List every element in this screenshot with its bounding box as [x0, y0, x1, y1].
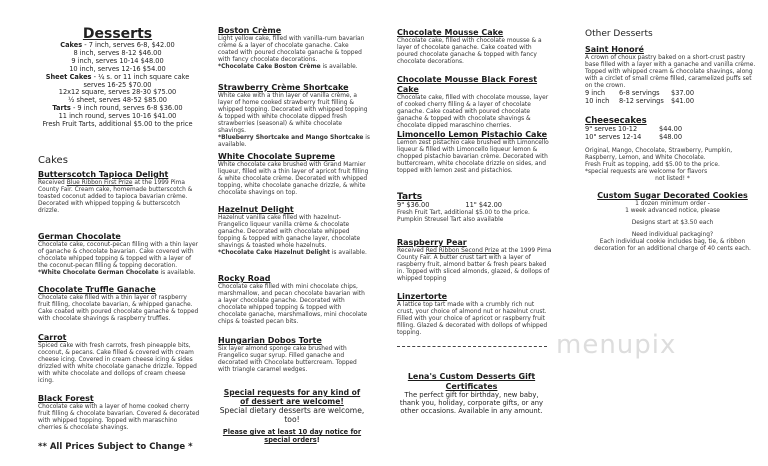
desc-text: Chocolate cake, filled with chocolate mousse & a layer of chocolate ganache. Cake coated with poured chocolate ganache & topped with fancy chocolate decorations.: [397, 38, 542, 65]
size-row: [585, 134, 760, 142]
menu-item: [397, 28, 552, 66]
award: Blue Ribbon First Prize: [66, 180, 133, 186]
cookies-l4: Need individual packaging?: [631, 231, 714, 238]
item-note: [218, 135, 370, 149]
price-line: 9 inch, serves 10-14 $48.00: [71, 56, 164, 65]
cookies-l3: Designs start at $3.50 each: [631, 219, 714, 226]
tarts-line1: Fresh Fruit Tart, additional $5.00 to the price.: [397, 209, 530, 216]
cheesecake-special: *special requests are welcome for flavors: [585, 168, 708, 175]
desc-text: at the 1999 Pima County Fair. Cream cake, homemade butterscotch & toasted coconut added to tapioca bavarian crème. Decorated with whipped topping & butterscotch drizzle.: [38, 180, 193, 214]
item-name: Chocolate Truffle Ganache: [38, 285, 156, 294]
note-bold: *Chocolate Cake Boston Crème: [218, 64, 321, 70]
desc-text: Chocolate cake filled with a thin layer of raspberry fruit filling, chocolate bavarian, & whipped ganache. Cake coated with poured chocolate ganache & topped with chocolate shavings & raspberry truffles.: [38, 295, 199, 322]
note-bold: *White Chocolate German Chocolate: [38, 270, 159, 276]
menu-item: [38, 170, 200, 215]
cheesecakes-name: Cheesecakes: [585, 115, 647, 126]
menu-item: [397, 292, 552, 337]
item-name: Raspberry Pear: [397, 238, 467, 247]
cheesecake-special2: not listed! *: [655, 175, 690, 182]
desc-text: Light yellow cake, filled with vanilla-rum bavarian crème & a layer of chocolate ganache. Cake coated with poured chocolate ganache & topped with fancy chocolate decorations.: [218, 36, 365, 63]
desc-text: A lattice top tart made with a crumbly rich nut crust, your choice of almond nut or hazelnut crust. Filled with your choice of apricot or raspberry fruit filling. Glazed & decorated with dollops of whipped topping.: [397, 302, 548, 336]
menu-item: [218, 274, 370, 326]
menu-item: [218, 205, 370, 257]
menu-item: [38, 394, 200, 432]
item-desc: [38, 295, 200, 323]
saint-honore-desc: A crown of choux pastry baked on a short-crust pastry base filled with a layer with a ganache and vanilla crème. Topped with whipped cream & chocolate shavings, along with a circlet of small crème filled, caramelized puffs set on the crown.: [585, 55, 756, 89]
watermark: menupix: [556, 330, 677, 360]
note-bold: *Chocolate Cake Hazelnut Delight: [218, 250, 330, 256]
cheesecake-flavors: Original, Mango, Chocolate, Strawberry, Pumpkin, Raspberry, Lemon, and White Chocolate.: [585, 147, 733, 161]
size-cell: 9 inch: [585, 89, 606, 97]
item-desc: [397, 302, 552, 337]
item-desc: [218, 215, 370, 250]
special-line1: Special requests for any kind of: [223, 388, 361, 397]
price-line: serves 16-25 $70.00: [83, 80, 152, 89]
item-desc: [38, 343, 200, 385]
tart-price-11: 11" $42.00: [465, 201, 502, 209]
menu-item: [218, 336, 370, 374]
special-line2: of dessert are welcome!: [240, 397, 344, 406]
desc-text: Six layer almond sponge cake brushed with Frangelico sugar syrup. Filled ganache and decorated with Chocolate buttercream. Topped with triangle caramel wedges.: [218, 346, 357, 373]
cheesecake-fruit: Fresh Fruit as topping, add $5.00 to the price.: [585, 161, 720, 168]
item-note: [218, 64, 370, 71]
size-cell: 10 inch: [585, 96, 610, 105]
item-name: Chocolate Mousse Black Forest Cake: [397, 75, 538, 94]
item-desc: [397, 140, 552, 175]
desc-pre: Received: [397, 248, 426, 254]
item-name: Boston Crème: [218, 26, 282, 35]
item-desc: [397, 248, 552, 283]
item-desc: [218, 162, 370, 197]
note-bold: *Blueberry Shortcake and Mango Shortcake: [218, 135, 364, 141]
desc-text: Spiced cake with fresh carrots, fresh pineapple bits, coconut, & pecans. Cake filled & covered with cream cheese icing. Covered in cream cheese icing & sides drizzled with white chocolate ganache drizzle. Topped with white chocolate and dollops of cream cheese icing.: [38, 343, 197, 384]
tarts-heading: Tarts: [397, 192, 423, 202]
size-cell: 6-8 servings: [619, 89, 660, 97]
desc-pre: Received: [38, 180, 67, 186]
note-rest: is available.: [218, 135, 370, 148]
menu-item: [397, 75, 552, 130]
item-desc: [38, 180, 200, 215]
tarts-section: [397, 192, 557, 224]
item-name: Rocky Road: [218, 274, 271, 283]
item-desc: [397, 95, 552, 130]
item-desc: [397, 38, 552, 66]
tarts-line2: Pumpkin Streusel Tart also available: [397, 216, 504, 223]
menu-item: [397, 130, 552, 175]
cookies-l5: Each individual cookie includes bag, tie, & ribbon decoration for an additional charge of 40 cents each.: [594, 238, 751, 252]
menu-item: [38, 333, 200, 385]
item-name: Strawberry Crème Shortcake: [218, 83, 349, 92]
saint-honore-sizes: [585, 90, 760, 106]
price-line: Sheet Cakes - ¼ s. or 11 inch square cake: [45, 72, 190, 81]
gift-certificates: [394, 372, 549, 416]
notice-line1: Please give at least 10 day notice for: [222, 428, 362, 436]
item-desc: [218, 36, 370, 64]
size-cell: 9" serves 10-12: [585, 124, 638, 133]
menu-item: [218, 83, 370, 149]
item-note: [38, 270, 200, 277]
item-desc: [218, 284, 370, 326]
notice-end: !: [316, 435, 320, 444]
item-desc: [38, 404, 200, 432]
saint-honore-name: Saint Honoré: [585, 45, 644, 54]
tart-price-9: 9" $36.00: [397, 201, 430, 209]
divider: [397, 346, 547, 347]
desc-text: Lemon zest pistachio cake brushed with Limoncello liqueur & filled with Limoncello liqueur lemon & chopped pistachio bavarian crème. Decorated with buttercream, white chocolate drizzle on sides, and topped with lemon zest and pistachios.: [397, 140, 549, 174]
size-cell: 8-12 servings: [619, 96, 664, 105]
price-line: 12x12 square, serves 28-30 $75.00: [58, 88, 177, 97]
item-name: Linzertorte: [397, 292, 448, 301]
note-rest: is available.: [329, 250, 367, 256]
gift-title2: Certificates: [445, 382, 498, 391]
menu-item: [218, 152, 370, 197]
price-line: 10 inch, serves 12-16 $54.00: [69, 64, 166, 73]
special-requests: [212, 388, 372, 445]
price-line: 11 inch round, serves 10-16 $41.00: [58, 112, 177, 121]
size-cell: 10" serves 12-14: [585, 132, 642, 141]
price-line: ½ sheet, serves 48-52 $85.00: [67, 96, 167, 105]
menu-item: [397, 238, 552, 283]
size-cell: $41.00: [671, 96, 695, 105]
menu-item: [38, 232, 200, 277]
item-name: German Chocolate: [38, 232, 121, 241]
item-name: Chocolate Mousse Cake: [397, 28, 504, 37]
item-desc: [218, 93, 370, 135]
desc-text: Chocolate cake filled with mini chocolate chips, marshmallow, and pecan chocolate bavarian with a layer chocolate ganache. Decorated with chocolate whipped topping & topped with chocolate ganache, marshmallows, mini chocolate chips & toasted pecan bits.: [218, 284, 368, 325]
cookies-l2: 1 week advanced notice, please: [625, 207, 720, 214]
notice-line2: special orders: [264, 435, 317, 444]
size-cell: $37.00: [671, 89, 695, 97]
special-line3: Special dietary desserts are welcome, too!: [219, 406, 365, 424]
gift-text: The perfect gift for birthday, new baby, thank you, holiday, corporate gifts, or any other occasions. Available in any amount.: [399, 391, 544, 415]
desc-text: Chocolate cake with a layer of home cooked cherry fruit filling & chocolate bavarian. Covered & decorated with whipped topping. Topped with maraschino cherries & chocolate shavings.: [38, 404, 200, 431]
item-desc: [38, 242, 200, 270]
cookies-name: Custom Sugar Decorated Cookies: [597, 190, 748, 200]
cakes-heading: Cakes: [38, 155, 68, 166]
note-rest: is available.: [320, 64, 358, 70]
page-title: Desserts: [82, 26, 153, 42]
cookies-l1: 1 dozen minimum order -: [635, 200, 710, 207]
desc-text: Hazelnut vanilla cake filled with hazelnut-Frangelico liqueur vanilla crème & chocolate ganache. Decorated with chocolate whipped topping & topped with ganache layer, chocolate shavings & toasted whole hazelnuts.: [218, 215, 361, 249]
item-name: Hungarian Dobos Torte: [218, 336, 322, 345]
award: Red Ribbon Second Prize: [425, 248, 499, 254]
item-note: [218, 250, 370, 257]
size-row: [585, 98, 760, 106]
item-name: Black Forest: [38, 394, 94, 403]
other-desserts: [585, 28, 760, 253]
price-line: Cakes - 7 inch, serves 6-8, $42.00: [60, 41, 175, 49]
menu-item: [38, 285, 200, 323]
item-name: Butterscotch Tapioca Delight: [38, 170, 169, 179]
desc-text: Chocolate cake, filled with chocolate mousse, layer of cooked cherry filling & a layer of chocolate ganache. Cake coated with poured chocolate ganache & topped with chocolate shavings & chocolate dipped maraschino cherries.: [397, 95, 549, 129]
desc-text: White chocolate cake brushed with Grand Marnier liqueur, filled with a thin layer of apricot fruit filling & white chocolate crème. Decorated with whipped topping, white chocolate ganache drizzle, & white chocolate shavings on top.: [218, 162, 369, 196]
other-heading: Other Desserts: [585, 29, 653, 39]
note-rest: is available.: [158, 270, 196, 276]
price-line: 8 inch, serves 8-12 $46.00: [73, 48, 162, 57]
cheesecake-sizes: [585, 126, 760, 142]
item-name: Carrot: [38, 333, 67, 342]
price-line: Fresh Fruit Tarts, additional $5.00 to the price: [42, 120, 193, 129]
price-line: Tarts - 9 inch round, serves 6-8 $36.00: [52, 104, 183, 113]
item-name: Hazelnut Delight: [218, 205, 294, 214]
size-cell: $48.00: [659, 132, 683, 141]
desc-text: at the 1999 Pima County Fair. A butter crust tart with a layer of raspberry fruit, almond batter & fresh pears baked in. Topped with sliced almonds, glazed, & dollops of whipped topping: [397, 248, 552, 282]
gift-title1: Lena's Custom Desserts Gift: [407, 372, 536, 381]
dessert-header: [30, 26, 205, 129]
desc-text: Chocolate cake, coconut-pecan filling with a thin layer of ganache & chocolate bavarian. Cake covered with chocolate whipped topping & topped with a layer of the coconut-pecan filling & topping decoration.: [38, 242, 199, 269]
desc-text: White cake with a thin layer of vanilla crème, a layer of home cooked strawberry fruit filling & whipped topping. Decorated with whipped topping & topped with white chocolate dipped fresh strawberries (seasonal) & white chocolate shavings.: [218, 93, 368, 134]
item-name: White Chocolate Supreme: [218, 152, 336, 161]
item-name: Limoncello Lemon Pistachio Cake: [397, 130, 547, 139]
item-desc: [218, 346, 370, 374]
price-list: [30, 42, 205, 129]
size-cell: $44.00: [659, 124, 683, 133]
price-notice: ** All Prices Subject to Change *: [38, 442, 193, 452]
menu-item: [218, 26, 370, 71]
